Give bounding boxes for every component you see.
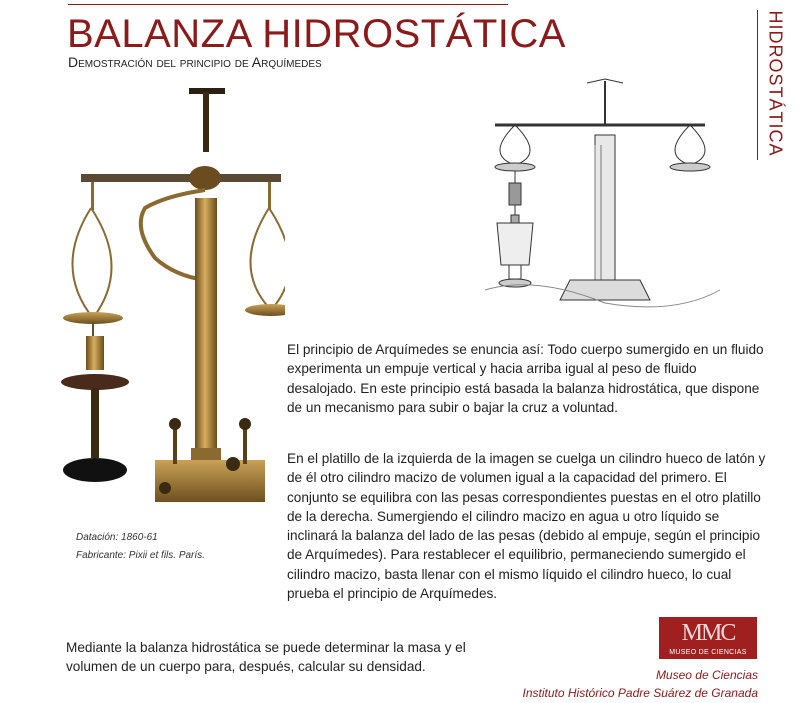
balance-engraving [475, 75, 730, 320]
dating-caption: Datación: 1860-61 [76, 532, 158, 543]
paragraph-principle: El principio de Arquímedes se enuncia así: Todo cuerpo sumergido en un fluido experimenta un empuje vertical y hacia arriba igual al peso de fluido desalojado. En este principio está basada la balanza hidrostática, que dispone de un mecanismo para subir o bajar la cruz a voluntad. [287, 342, 764, 415]
logo-text: MUSEO DE CIENCIAS [669, 649, 747, 656]
logo-mark: MMC [681, 620, 735, 646]
museum-logo [659, 617, 757, 659]
balance-photo [55, 78, 285, 518]
page-subtitle: Demostración del principio de Arquímedes [68, 54, 322, 70]
paragraph-experiment: En el platillo de la izquierda de la imagen se cuelga un cilindro hueco de latón y de él otro cilindro macizo de volumen igual a la capacidad del primero. El conjunto se equilibra con las pesas correspondientes puestas en el otro platillo de la derecha. Sumergiendo el cilindro macizo en agua u otro líquido se inclinará la balanza del lado de las pesas (debido al empuje, según el principio de Arquímedes). Para restablecer el equilibrio, permaneciendo sumergido el cilindro macizo, basta llenar con el mismo líquido el cilindro hueco, lo cual prueba el principio de Arquímedes. [287, 451, 766, 602]
density-note: Mediante la balanza hidrostática se puede determinar la masa y el volumen de un cuerpo para, después, calcular su densidad. [66, 640, 466, 675]
top-rule [68, 4, 508, 5]
side-label [760, 10, 790, 160]
institute-name: Instituto Histórico Padre Suárez de Granada [522, 686, 758, 700]
museum-name: Museo de Ciencias [655, 668, 758, 682]
maker-caption: Fabricante: Pixii et fils. París. [76, 550, 205, 561]
page-title: BALANZA HIDROSTÁTICA [67, 12, 566, 56]
side-label-text: HIDROSTÁTICA [765, 10, 786, 157]
side-rule [757, 10, 758, 160]
